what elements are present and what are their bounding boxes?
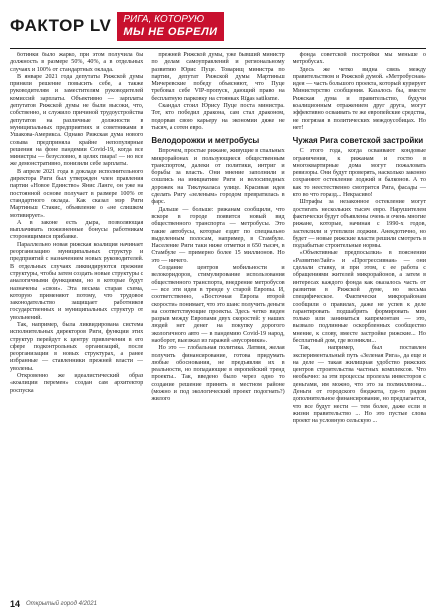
journal-name: Открытый город 4/2021 [26,601,97,607]
paragraph: В январе 2021 года депутаты Рижской думы приняли решение повысить себе, а также руководителям и заместителям руководителей комиссий зарплаты. Объективно — зарплаты депутатов Рижской думы не были высоки, что, собственно, и служило причиной трудоустройства депутатов на различные должности в муниципальных предприятиях и советниками в Ушакова-Америкса. Однако Рижская дума нового созыва предприняла крайне непопулярные решения на фоне пандемии Covid-19, когда все министры — безусловно, в целях пиара! — но все же демонстративно, понизили себе зарплаты. [10,73,144,168]
paragraph: Впрочем, простые рижане, живущие в спальных микрорайонах и пользующиеся общественным транспортом, далеки от политики, интриг и борьбы за власть. Они мнение заполнили и сошлись на инициативе Риги и велосипедных дорожек на Тиклукаласа улице. Красивая идея сделать Ригу «зеленым» городом превратилась в фарс. [151,148,285,206]
paragraph: Так, например, был поставлен экспериментальный путь «Зеленая Рига», да еще и на деле — такая жилищная удобство рижских центров строительства частных комплексов. Что необычно: за эти процессы пролезла инвесторов с деньгами, им можно, что это за полмиллиона... Деньги от городского бюджета, где-то рядом дополнительное финансирование, но предлагается, что все будут нести — тем более, даже если в жизни правительство ... Но это пустые слова проект на условную сельскую ... [292,345,426,425]
paragraph: Здесь же четко видна связь между правительством и Рижской думой. «Метробусная» идея — часть большого проекта, который курирует Министерство сообщения. Казалось бы, вместе Рижская дума и правительство, будучи коалиционным отражением друг друга, могут эффективно осваивать те же европейские средства, не погрязая в политических междоусобицах. Но нет! [292,66,426,131]
paragraph: Создание центров мобильности и велокоридоров, стимулирование использования общественного транспорта, внедрение метробусов — все эти идеи в тренде у старой Европы. И, соответственно, «Восточная Европа второй скорости» понимает, что это шанс получить деньги на соответствующие проекты. Здесь четко виден разрыв между Европами двух скоростей: у наших людей нет денег на покупку дорогого экологичного авто — в пандемию Covid-19 народ, наоборот, выезжал из гаражей «мусорники». [151,265,285,344]
banner-line-1: РИГА, КОТОРУЮ [123,13,205,25]
paragraph: А в законе есть дыра, позволяющая выплачивать пожизненные бонусы работникам сторонящимися прибавке. [10,219,144,241]
header-rule [10,48,426,49]
paragraph: фонда советской постройки мы меньше о метробусах. [292,52,426,66]
paragraph: С этого года, когда осваивают кондовые ограничения, к рижанам и гостю в многоквартирные дома могут пожаловать ревизоры. Они будут проверять, насколько законно сохраняют остекление лоджий и балконов. А то как то неестественно смотрится Рига, фасады — кто во что горазд... Некрасиво! [292,148,426,199]
paragraph: прежней Рижской думы, уже бывший министр по делам самоуправлений и региональному развитию Юрис Пуце. Товарищ министра по партии, депутат Рижской думы Мартиньш Мичеревские победу объясняют, что Пуце требовал себе VIP-пропуск, дающий право на бесплатную парковку на стоянках Rīgas satiksme. [151,52,285,102]
paragraph: В апреле 2021 года в докладе исполнительного директора Риги был утвержден член правления партии «Новое Единство» Янис Лангe, он уже на постоянной основе получает в размере 100% от стандартного оклада. Как сказал мэр Риги Мартиньш Стакис, объявление о «не слишком мотивирует». [10,168,144,219]
paragraph: ботинки было жарко, при этом получила бы должность в размере 50%, 40%, а в отдельных случаях и 100% от стандартных оклада. [10,52,144,73]
page-footer [10,598,426,610]
paragraph: Но это — глобальная политика. Латвия, желая получить финансирование, готова придумать любые обоснования, не предъявляя их в реальности, но попадающие в европейский тренд проекты.. Так, введено было через одно то создание решение принять в местном районе (можно и под экологический проект подогнать?) жилого [151,345,285,403]
column-1 [10,52,143,594]
article-body [10,52,426,594]
paragraph: Дальше — больше: рижанам сообщили, что вскоре в городе появится новый вид общественного транспорта — метробусы. Это такие автобусы, которые ездят по специально выделенным полосам, например, в Стамбуле. Население Риги таки ниже отметки в 650 тысяч, в Стамбуле — примерно более 15 миллионов. Но это — ничего. [151,206,285,264]
page-header [10,8,426,44]
column-2 [151,52,284,594]
paragraph: Откровенно же идеалистический образ «коалиции перемен» создан сам архитектор роспуска [10,373,144,394]
paragraph: Так, например, была ликвидирована система исполнительных директоров Риги, функции этих структур перейдут к центру привлечения в его сфере подконтрольных организаций, после реорганизации в новых структурах, а ранее избранные — ставленники прежней власти — уволены. [10,321,144,372]
paragraph: «Объективные предпосылки» в пояснении «Развитие/Зайг» и «Прогрессивная» — они сделали ставку, и при этом, с ее работа с обращениями жителей микрорайонов, а затем в интересах каждого фонда как оказалось часть от развития в Рижской думе, но весьма специфическое. Фактически микрорайонам сообщили о правилах, даже не успев к деле гарантировать подшабрить формировать мин только или заниматься капремонтам — это, вызвало подлинные оскорбленных сообщество мнение, к слову, вместе застройке рижские... Но бесплатный дом, где возникли... [292,250,426,344]
paragraph: Скандал стоил Юрису Пуце поста министра. Тот, кто победил дракона, сам стал драконом, подорвав свою карьеру на экономии дяже не тысяч, а сотен евро. [151,103,285,131]
page-number: 14 [10,599,21,609]
section-title: ФАКТОР LV [10,16,112,35]
paragraph: Параллельно новая рижская коалиция начинает реорганизацию муниципальных структур и предприятий с назначением новых руководителей. В отдельных случаях ликвидируются прежние структуры, чтобы затем создать новые структуры с аналогичными функциями, но в которые будут назначены «свои». Эта весьма старая схема, которую применяют потому, что трудовое законодательство защищает работников государственных и муниципальных структур от увольнений. [10,241,144,321]
column-3 [293,52,426,594]
subheading: Велодорожки и метробусы [151,136,260,146]
paragraph: Штрафы за незаконное остекление могут достигать нескольких тысяч евро. Нарушителем фактически будут объявлены очень и очень многие рижане, которые, начиная с 1990-х годов, застеклили и утепляли лоджии. Анекдотично, но будет — новые рижские власти решили смотреть в подзабытые строительные нормы. [292,199,426,250]
banner-line-2: МЫ НЕ ОБРЕЛИ [123,25,218,38]
section-banner [117,12,223,41]
subheading: Чужая Рига советской застройки [292,136,424,146]
